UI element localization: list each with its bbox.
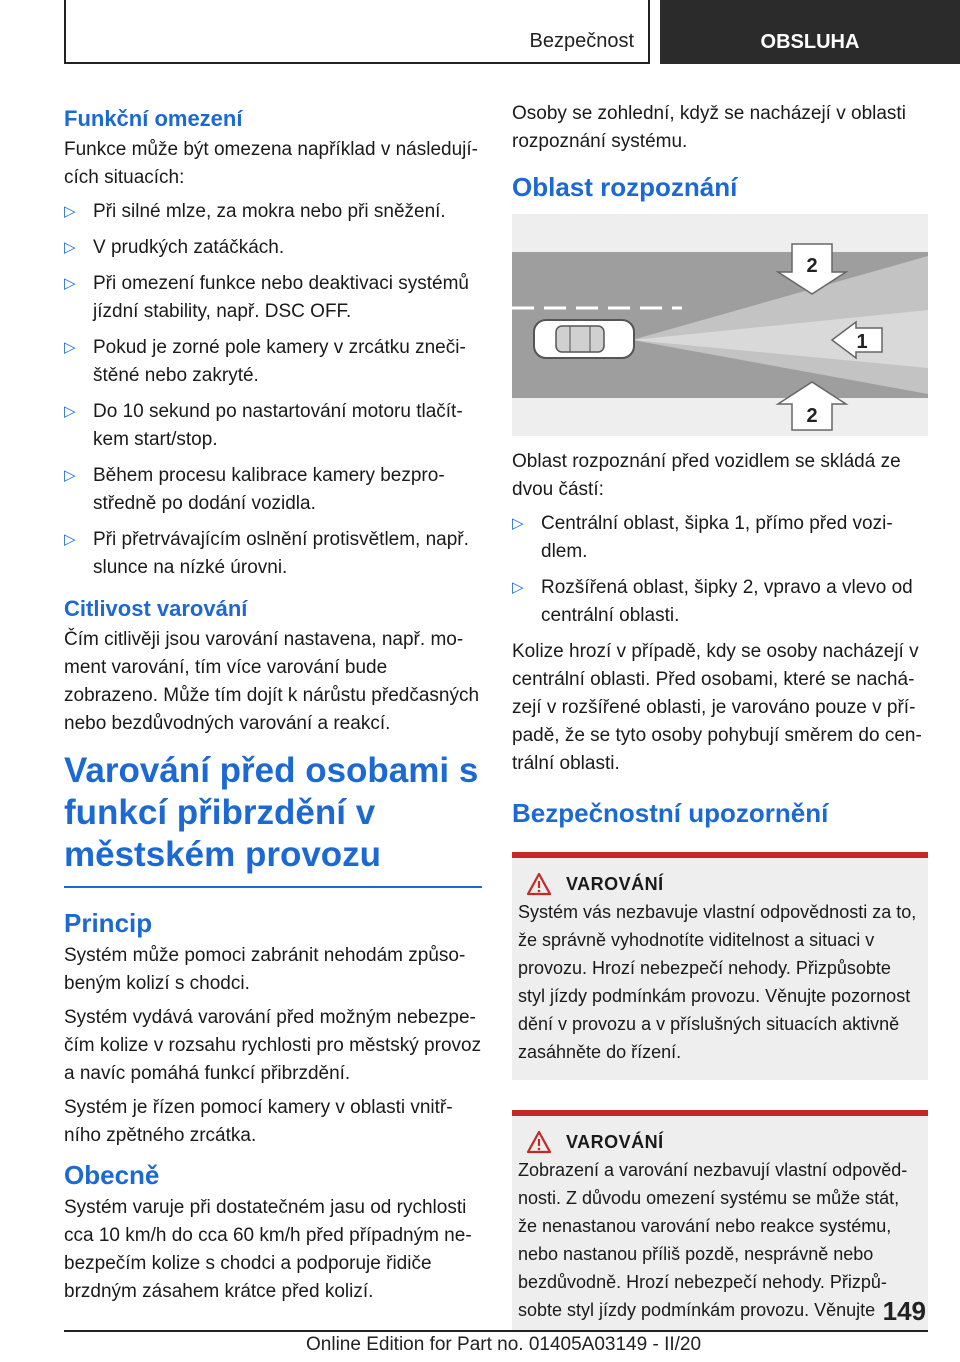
warning-triangle-icon bbox=[526, 1130, 552, 1154]
header-section-title: Bezpečnost bbox=[529, 30, 634, 52]
arrow-label-top: 2 bbox=[806, 255, 818, 277]
principle-paragraph-1: Systém může pomoci zabránit nehodám způsobeným kolizí s chodci. bbox=[64, 945, 466, 994]
bullet-triangle-icon: ▷ bbox=[64, 239, 76, 256]
warning-text: Zobrazení a varování nezbavují vlastní odpovědnosti. Z důvodu omezení systému se může stát, že nenastanou varování nebo reakce systému, nebo nastanou příliš pozdě, nesprávně nebo bezdůvodně. Hrozí nebezpečí nehody. Přizpůsobte styl jízdy podmínkám provozu. Věnujte bbox=[518, 1160, 908, 1320]
page-number: 149 bbox=[882, 1296, 926, 1326]
bullet-triangle-icon: ▷ bbox=[512, 579, 524, 596]
bullet-triangle-icon: ▷ bbox=[64, 403, 76, 420]
bullet-triangle-icon: ▷ bbox=[64, 275, 76, 292]
bullet-triangle-icon: ▷ bbox=[64, 467, 76, 484]
warning-box bbox=[512, 852, 928, 1080]
bullet-triangle-icon: ▷ bbox=[512, 515, 524, 532]
list-item: ▷ Rozšířená oblast, šipky 2, vpravo a vlevo od centrální oblasti. bbox=[512, 574, 928, 630]
warning-title: VAROVÁNÍ bbox=[566, 873, 664, 894]
list-item: ▷ Během procesu kalibrace kamery bezprostředně po dodání vozidla. bbox=[64, 462, 482, 518]
limits-intro: Funkce může být omezena například v následujících situacích: bbox=[64, 139, 478, 188]
area-list bbox=[512, 510, 928, 630]
list-item: ▷ Při omezení funkce nebo deaktivaci systémů jízdní stability, např. DSC OFF. bbox=[64, 270, 482, 326]
sensitivity-text: Čím citlivěji jsou varování nastavena, např. moment varování, tím více varování bude zobrazeno. Může tím dojít k nárůstu předčasných nebo bezdůvodných varování a reakcí. bbox=[64, 629, 480, 734]
footer-divider bbox=[64, 1330, 928, 1332]
car-icon bbox=[534, 320, 634, 358]
heading-functional-limits: Funkční omezení bbox=[64, 106, 243, 131]
page-header bbox=[64, 0, 960, 64]
recognition-intro: Osoby se zohlední, když se nacházejí v oblasti rozpoznání systému. bbox=[512, 103, 906, 152]
warning-box bbox=[512, 1110, 928, 1332]
area-intro: Oblast rozpoznání před vozidlem se skládá ze dvou částí: bbox=[512, 451, 901, 500]
area-text: Kolize hrozí v případě, kdy se osoby nacházejí v centrální oblasti. Před osobami, které se nacházejí v rozšířené oblasti, je varováno pouze v případě, že se tyto osoby pohybují směrem do centrální oblasti. bbox=[512, 641, 922, 774]
bullet-triangle-icon: ▷ bbox=[64, 339, 76, 356]
list-item: ▷ Centrální oblast, šipka 1, přímo před vozidlem. bbox=[512, 510, 928, 566]
right-column bbox=[512, 100, 928, 1346]
footer-edition: Online Edition for Part no. 01405A03149 - II/20 bbox=[306, 1334, 702, 1355]
principle-paragraph-3: Systém je řízen pomocí kamery v oblasti vnitřního zpětného zrcátka. bbox=[64, 1097, 453, 1146]
chapter-heading: Varování před osobami s funkcí přibrzdění v městském provozu bbox=[64, 750, 482, 888]
warning-title: VAROVÁNÍ bbox=[566, 1131, 664, 1152]
bullet-triangle-icon: ▷ bbox=[64, 203, 76, 220]
arrow-label-bottom: 2 bbox=[806, 405, 818, 427]
heading-general: Obecně bbox=[64, 1160, 160, 1190]
arrow-label-center: 1 bbox=[856, 331, 868, 353]
list-item: ▷ V prudkých zatáčkách. bbox=[64, 234, 482, 262]
principle-paragraph-2: Systém vydává varování před možným nebezpečím kolize v rozsahu rychlosti pro městský provoz a navíc pomáhá funkcí přibrzdění. bbox=[64, 1007, 482, 1084]
list-item: ▷ Při silné mlze, za mokra nebo při sněžení. bbox=[64, 198, 482, 226]
detection-area-figure bbox=[512, 214, 928, 436]
bullet-triangle-icon: ▷ bbox=[64, 531, 76, 548]
heading-safety-notes: Bezpečnostní upozornění bbox=[512, 798, 829, 828]
heading-warning-sensitivity: Citlivost varování bbox=[64, 596, 248, 621]
general-text: Systém varuje při dostatečném jasu od rychlosti cca 10 km/h do cca 60 km/h před případným nebezpečím kolize s chodci a podporuje řidiče brzdným zásahem krátce před kolizí. bbox=[64, 1197, 472, 1302]
warning-triangle-icon bbox=[526, 872, 552, 896]
list-item: ▷ Pokud je zorné pole kamery v zrcátku znečištěné nebo zakryté. bbox=[64, 334, 482, 390]
header-frame bbox=[64, 0, 650, 64]
limits-list bbox=[64, 198, 482, 582]
list-item: ▷ Do 10 sekund po nastartování motoru tlačítkem start/stop. bbox=[64, 398, 482, 454]
left-column bbox=[64, 100, 482, 1312]
warning-text: Systém vás nezbavuje vlastní odpovědnosti za to, že správně vyhodnotíte viditelnost a situaci v provozu. Hrozí nebezpečí nehody. Přizpůsobte styl jízdy podmínkám provozu. Věnujte pozornost dění v provozu a v příslušných situacích aktivně zasáhněte do řízení. bbox=[518, 902, 917, 1062]
header-chapter-tab: OBSLUHA bbox=[660, 0, 960, 64]
heading-detection-area: Oblast rozpoznání bbox=[512, 172, 738, 202]
list-item: ▷ Při přetrvávajícím oslnění protisvětlem, např. slunce na nízké úrovni. bbox=[64, 526, 482, 582]
detection-area-diagram bbox=[512, 214, 928, 436]
heading-principle: Princip bbox=[64, 908, 153, 938]
